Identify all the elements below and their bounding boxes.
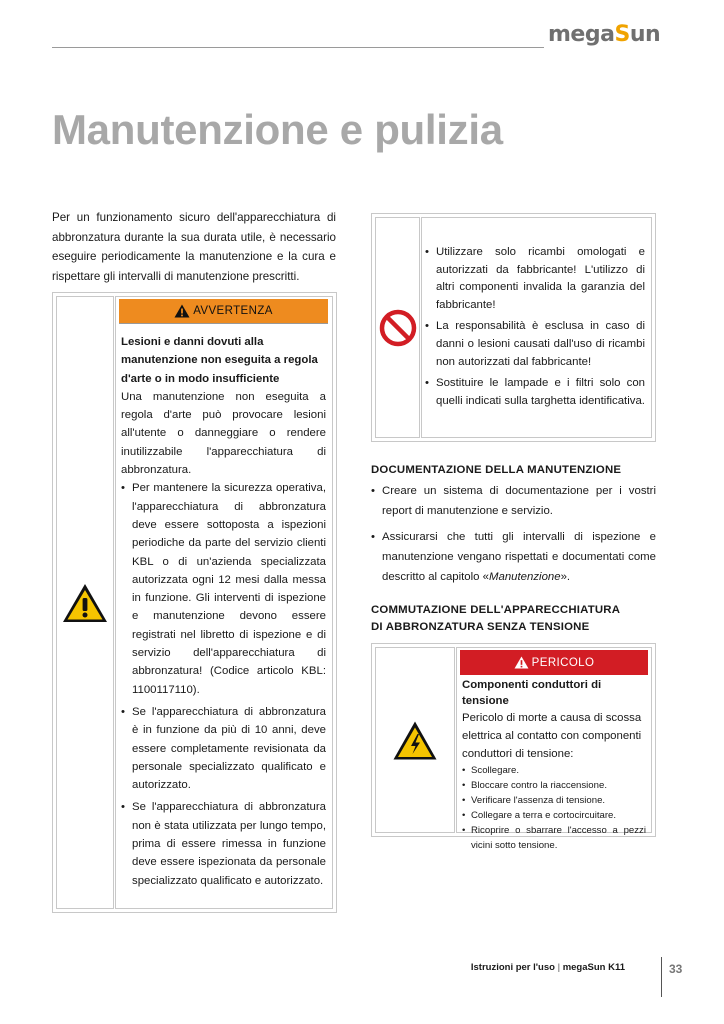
danger-banner [460,650,648,675]
danger-item: • Verificare l'assenza di tensione. [462,793,646,808]
warning-item: • Se l'apparecchiatura di abbronzatura è in funzione da più di 10 anni, deve essere completamente revisionata da personale specializzato qualificato e autorizzato. [121,703,326,794]
header-rule [52,47,544,48]
warning-banner [119,299,328,324]
warning-triangle-icon [61,582,109,624]
documentation-item: • Creare un sistema di documentazione per i vostri report di manutenzione e servizio. [371,481,656,521]
warning-item: • Se l'apparecchiatura di abbronzatura non è stata utilizzata per lungo tempo, prima di essere rimessa in funzione deve essere ispezionata da personale specializzato qualificato e autorizzato. [121,798,326,889]
prohibition-item: • La responsabilità è esclusa in caso di danni o lesioni causati dall'uso di ricambi non autorizzati dal fabbricante! [425,318,645,371]
warning-label: AVVERTENZA [193,305,273,317]
danger-banner-icon [514,656,529,669]
warning-heading: Lesioni e danni dovuti alla manutenzione non eseguita a regola d'arte o in modo insufficiente [121,336,318,385]
megasun-logo: megaSun [548,22,661,47]
danger-notice [371,643,656,851]
prohibition-item: • Utilizzare solo ricambi omologati e autorizzati da fabbricante! L'utilizzo di altri componenti invalida la garanzia del fabbricante! [425,244,645,314]
danger-item: • Scollegare. [462,763,646,778]
warning-text: Una manutenzione non eseguita a regola d'arte può provocare lesioni all'utente o danneggiare o rendere inutilizzabile l'apparecchiatura di abbronzatura. [121,390,326,477]
danger-label: PERICOLO [531,656,595,669]
warning-banner-icon [174,304,190,318]
prohibition-notice [371,213,656,442]
danger-item: • Collegare a terra e cortocircuitare. [462,808,646,823]
danger-icon-cell [375,647,455,833]
documentation-item: • Assicurarsi che tutti gli intervalli di ispezione e manutenzione vengano rispettati e documentati come descritto al capitolo «Manutenzione». [371,527,656,587]
switch-off-heading: COMMUTAZIONE DELL'APPARECCHIATURA DI ABBRONZATURA SENZA TENSIONE [371,604,621,633]
electric-hazard-icon [392,720,438,761]
danger-item: • Bloccare contro la riaccensione. [462,778,646,793]
footer-divider [661,957,662,997]
intro-paragraph: Per un funzionamento sicuro dell'apparecchiatura di abbronzatura durante la sua durata utile, è necessario eseguire periodicamente la manutenzione e la cura e rispettare gli intervalli di manutenzione prescritti. [52,211,336,283]
prohibition-icon [379,309,417,347]
warning-icon-cell [56,296,114,909]
danger-text: Pericolo di morte a causa di scossa elettrica al contatto con componenti conduttori di tensione: [462,712,642,760]
prohibition-icon-cell [375,217,420,438]
warning-notice [52,292,337,913]
prohibition-item: • Sostituire le lampade e i filtri solo con quelli indicati sulla targhetta identificativa. [425,375,645,410]
danger-item: • Ricoprire o sbarrare l'accesso a pezzi vicini sotto tensione. [462,823,646,853]
documentation-heading: DOCUMENTAZIONE DELLA MANUTENZIONE [371,464,622,476]
footer-doc-title: Istruzioni per l'uso | megaSun K11 [470,962,625,973]
danger-heading: Componenti conduttori di tensione [462,679,602,707]
documentation-list [371,481,656,593]
page-title: Manutenzione e pulizia [52,106,503,153]
warning-item: • Per mantenere la sicurezza operativa, l'apparecchiatura di abbronzatura deve essere sottoposta a ispezioni periodiche da parte del servizio clienti KBL o di un'azienda specializzata autorizzata ogni 12 mesi dalla messa in funzione. Gli interventi di ispezione e manutenzione devono essere registrati nel libretto di ispezione e di servizio dell'apparecchiatura di abbronzatura! (Codice articolo KBL: 1100117110). [121,479,326,699]
page-number: 33 [669,962,683,976]
